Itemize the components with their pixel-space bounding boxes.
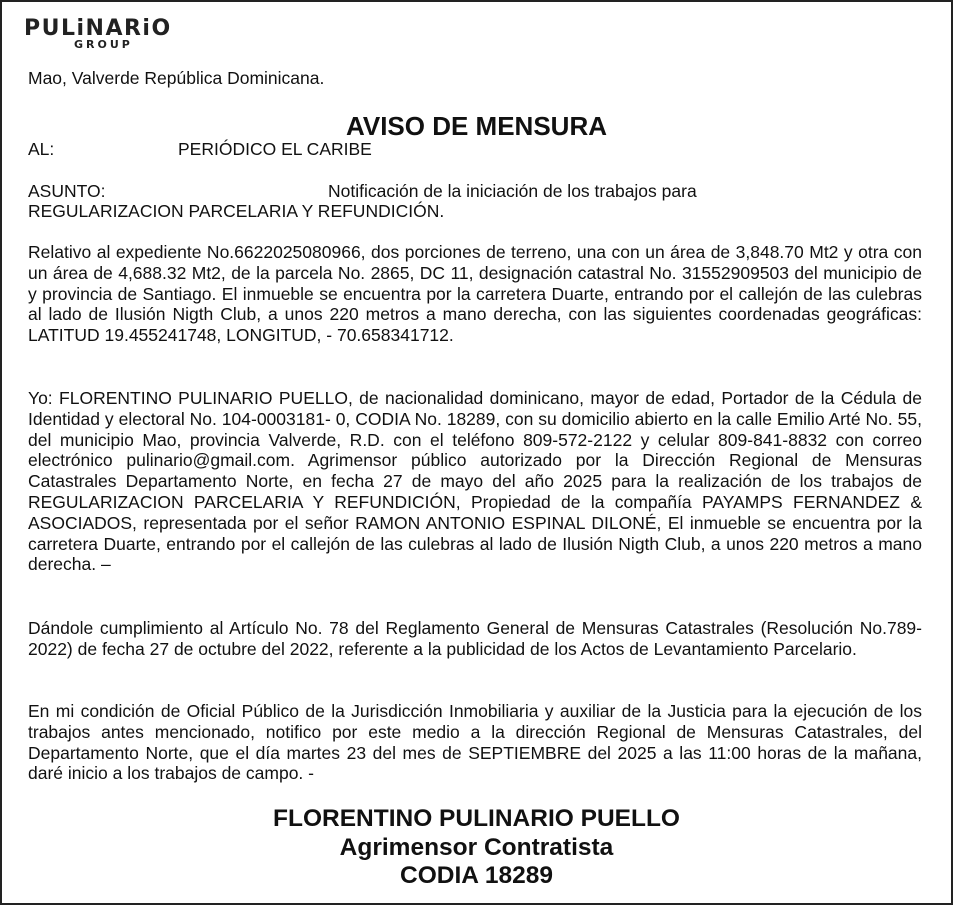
logo-wordmark: PULiNARiO	[24, 16, 172, 41]
signature-role: Agrimensor Contratista	[339, 834, 614, 861]
pulinario-logo	[24, 16, 208, 52]
subject-continuation: REGULARIZACION PARCELARIA Y REFUNDICIÓN.	[28, 201, 445, 221]
subject-label: ASUNTO:	[28, 181, 106, 201]
paragraph-expediente: Relativo al expediente No.6622025080966, dos porciones de terreno, una con un área de 3,848.70 Mt2 y otra con un área de 4,688.32 Mt2, de la parcela No. 2865, DC 11, designación catastral No. 31552909503 del municipio de y provincia de Santiago. El inmueble se encuentra por la carretera Duarte, entrando por el callejón de las culebras al lado de Ilusión Nigth Club, a unos 220 metros a mano derecha, con las siguientes coordenadas geográficas: LATITUD 19.455241748, LONGITUD, - 70.658341712.	[28, 242, 922, 346]
paragraph-surveyor-identity: Yo: FLORENTINO PULINARIO PUELLO, de nacionalidad dominicano, mayor de edad, Portador de la Cédula de Identidad y electoral No. 104-0003181- 0, CODIA No. 18289, con su domicilio abierto en la calle Emilio Arté No. 55, del municipio Mao, provincia Valverde, R.D. con el teléfono 809-572-2122 y celular 809-841-8832 con correo electrónico pulinario@gmail.com. Agrimensor público autorizado por la Dirección Regional de Mensuras Catastrales Departamento Norte, en fecha 27 de mayo del año 2025 para la realización de los trabajos de REGULARIZACION PARCELARIA Y REFUNDICIÓN, Propiedad de la compañía PAYAMPS FERNANDEZ & ASOCIADOS, representada por el señor RAMON ANTONIO ESPINAL DILONÉ, El inmueble se encuentra por la carretera Duarte, entrando por el callejón de las culebras al lado de Ilusión Nigth Club, a unos 220 metros a mano derecha. –	[28, 388, 922, 575]
logo-subtitle: GROUP	[74, 38, 133, 51]
subject-value: Notificación de la iniciación de los trabajos para	[328, 181, 697, 201]
signature-name: FLORENTINO PULINARIO PUELLO	[273, 805, 680, 832]
recipient-value: PERIÓDICO EL CARIBE	[178, 139, 372, 159]
paragraph-notification: En mi condición de Oficial Público de la Jurisdicción Inmobiliaria y auxiliar de la Justicia para la ejecución de los trabajos antes mencionado, notifico por este medio a la dirección Regional de Mensuras Catastrales, del Departamento Norte, que el día martes 23 del mes de SEPTIEMBRE del 2025 a las 11:00 horas de la mañana, daré inicio a los trabajos de campo. -	[28, 701, 922, 784]
signature-codia: CODIA 18289	[400, 862, 553, 889]
notice-title: AVISO DE MENSURA	[346, 111, 607, 141]
recipient-label: AL:	[28, 139, 55, 159]
paragraph-regulation: Dándole cumplimiento al Artículo No. 78 del Reglamento General de Mensuras Catastrales (Resolución No.789-2022) de fecha 27 de octubre del 2022, referente a la publicidad de los Actos de Levantamiento Parcelario.	[28, 618, 922, 659]
location-line: Mao, Valverde República Dominicana.	[28, 68, 325, 88]
